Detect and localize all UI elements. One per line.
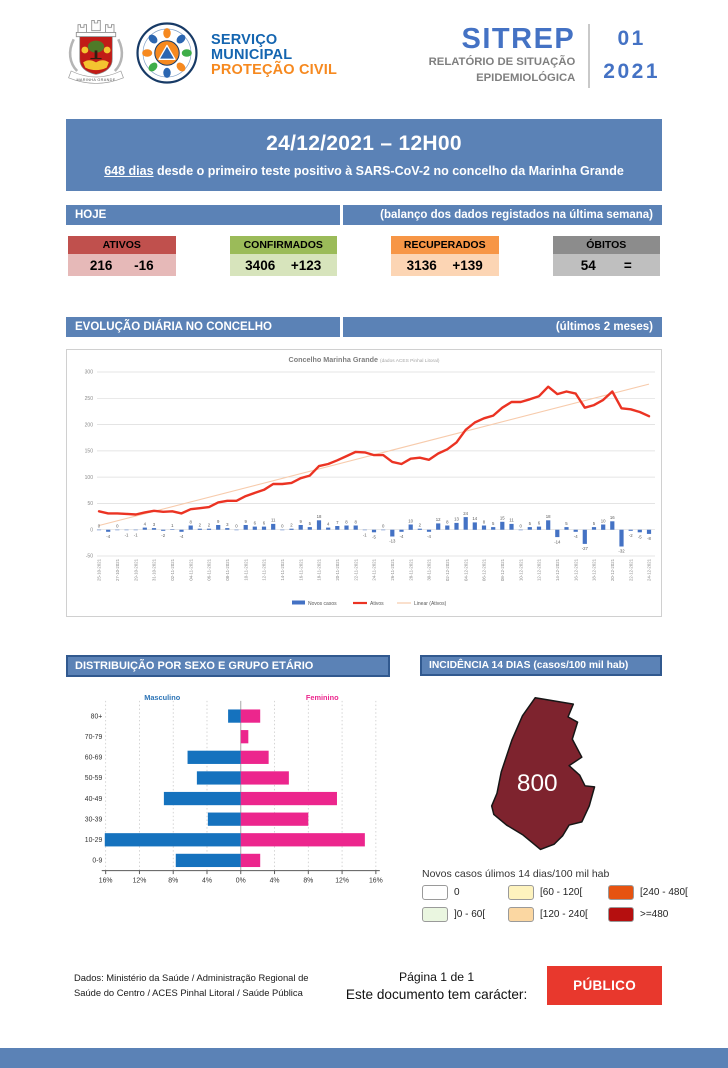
incidence-map: [420, 684, 662, 864]
svg-text:-4: -4: [179, 534, 184, 539]
svg-text:04-11-2021: 04-11-2021: [188, 559, 194, 581]
svg-text:-13: -13: [389, 538, 396, 544]
incidence-legend-title: Novos casos úlimos 14 dias/100 mil hab: [422, 868, 610, 880]
svg-text:-2: -2: [161, 533, 166, 538]
stat-delta: =: [623, 257, 632, 273]
stat-card-obitos: [553, 236, 661, 276]
evolution-section-bar: [66, 317, 662, 337]
sitrep-subtitle-line1: RELATÓRIO DE SITUAÇÃO: [428, 56, 576, 69]
svg-text:8: 8: [446, 519, 449, 525]
svg-text:9: 9: [244, 518, 247, 524]
svg-text:5: 5: [592, 520, 596, 526]
incidence-section-bar: INCIDÊNCIA 14 DIAS (casos/100 mil hab): [420, 655, 662, 676]
days-text: desde o primeiro teste positivo à SARS-CoV-2 no concelho da Marinha Grande: [153, 164, 624, 178]
svg-text:5: 5: [528, 520, 531, 526]
svg-text:02-12-2021: 02-12-2021: [444, 559, 450, 581]
svg-text:0: 0: [519, 523, 522, 529]
svg-text:4%: 4%: [202, 877, 212, 885]
svg-text:-1: -1: [133, 532, 138, 538]
stat-card-title: ATIVOS: [68, 236, 176, 254]
svg-text:16%: 16%: [368, 877, 383, 885]
brand-line-2: MUNICIPAL: [211, 47, 293, 64]
svg-text:24-12-2021: 24-12-2021: [646, 559, 652, 581]
svg-text:27-10-2021: 27-10-2021: [114, 559, 120, 581]
stat-card-title: RECUPERADOS: [391, 236, 499, 254]
svg-text:250: 250: [84, 396, 93, 402]
svg-text:-27: -27: [581, 546, 588, 552]
svg-text:12%: 12%: [132, 877, 147, 885]
svg-text:-5: -5: [637, 534, 642, 540]
legend-label: [120 - 240[: [540, 909, 588, 920]
distribution-section-bar: DISTRIBUIÇÃO POR SEXO E GRUPO ETÁRIO: [66, 655, 390, 677]
stat-card-ativos: [68, 236, 176, 276]
legend-item: [508, 907, 600, 922]
svg-text:29-10-2021: 29-10-2021: [133, 559, 139, 581]
svg-text:-8: -8: [647, 536, 651, 542]
days-since-first-case: [66, 164, 662, 178]
svg-text:8: 8: [189, 519, 192, 525]
svg-text:5: 5: [492, 520, 495, 526]
svg-text:24: 24: [463, 510, 469, 516]
date-banner: [66, 119, 662, 191]
report-footer: [66, 966, 662, 1005]
stat-cards: [66, 236, 662, 276]
svg-text:30-11-2021: 30-11-2021: [426, 559, 432, 581]
legend-swatch: [508, 885, 534, 900]
svg-text:-4: -4: [427, 534, 431, 539]
svg-text:Novos casos: Novos casos: [308, 600, 337, 607]
svg-text:10-12-2021: 10-12-2021: [518, 559, 524, 581]
svg-text:14-12-2021: 14-12-2021: [554, 559, 560, 581]
svg-text:18-11-2021: 18-11-2021: [316, 559, 322, 581]
svg-text:25-10-2021: 25-10-2021: [96, 559, 102, 581]
svg-text:26-11-2021: 26-11-2021: [389, 559, 395, 581]
stat-value: 3136: [406, 257, 437, 273]
svg-text:200: 200: [84, 422, 93, 429]
svg-text:9: 9: [217, 518, 220, 524]
svg-text:12-12-2021: 12-12-2021: [536, 559, 542, 581]
stat-value: 3406: [245, 257, 276, 273]
today-label: HOJE: [66, 205, 340, 225]
svg-text:15: 15: [499, 515, 505, 521]
days-count: 648 dias: [104, 164, 154, 178]
evolution-note: (últimos 2 meses): [343, 317, 662, 337]
svg-text:10: 10: [600, 518, 606, 524]
svg-text:11: 11: [270, 517, 276, 523]
legend-item: [608, 885, 688, 900]
svg-text:16-11-2021: 16-11-2021: [298, 559, 304, 581]
svg-text:0-9: 0-9: [92, 857, 103, 865]
svg-text:60-69: 60-69: [84, 754, 103, 762]
svg-text:50: 50: [87, 501, 93, 508]
svg-text:8: 8: [354, 519, 357, 525]
legend-label: >=480: [640, 909, 669, 920]
svg-text:2: 2: [290, 522, 293, 528]
legend-item: [508, 885, 600, 900]
svg-text:16-12-2021: 16-12-2021: [573, 559, 579, 581]
svg-text:-4: -4: [106, 534, 111, 539]
svg-text:0: 0: [97, 523, 101, 529]
legend-item: [608, 907, 688, 922]
svg-text:22-11-2021: 22-11-2021: [353, 559, 359, 581]
svg-text:28-11-2021: 28-11-2021: [408, 559, 414, 581]
svg-text:-5: -5: [372, 534, 376, 540]
svg-text:13: 13: [454, 516, 459, 522]
classification-badge: PÚBLICO: [547, 966, 662, 1005]
svg-text:5: 5: [565, 520, 568, 526]
svg-text:0: 0: [281, 523, 284, 529]
legend-swatch: [608, 907, 634, 922]
legend-item: [422, 907, 500, 922]
svg-text:30-39: 30-39: [84, 816, 103, 824]
legend-label: 0: [454, 887, 460, 898]
svg-text:08-11-2021: 08-11-2021: [224, 559, 230, 581]
svg-text:8: 8: [482, 519, 486, 525]
svg-text:150: 150: [84, 448, 93, 455]
svg-text:20-12-2021: 20-12-2021: [609, 559, 615, 581]
svg-text:5: 5: [308, 520, 311, 526]
report-datetime: 24/12/2021 – 12H00: [266, 132, 462, 155]
svg-text:1: 1: [171, 523, 174, 528]
legend-label: ]0 - 60[: [454, 909, 486, 920]
svg-text:02-11-2021: 02-11-2021: [169, 559, 175, 581]
svg-text:4: 4: [143, 521, 146, 527]
svg-text:70-79: 70-79: [84, 734, 103, 742]
stat-delta: -16: [134, 257, 154, 273]
svg-text:50-59: 50-59: [84, 775, 103, 783]
svg-text:-50: -50: [85, 553, 93, 560]
svg-text:Feminino: Feminino: [305, 692, 339, 702]
sex-age-pyramid-chart: [66, 691, 390, 898]
svg-text:Linear (Ativos): Linear (Ativos): [414, 600, 447, 607]
svg-text:8: 8: [345, 519, 348, 525]
svg-text:18: 18: [545, 514, 551, 520]
legend-swatch: [422, 907, 448, 922]
svg-text:06-11-2021: 06-11-2021: [206, 559, 212, 581]
svg-text:3: 3: [226, 521, 229, 527]
svg-text:8%: 8%: [303, 877, 314, 885]
svg-text:80+: 80+: [90, 713, 103, 721]
svg-text:2: 2: [418, 522, 421, 528]
service-brand: [211, 33, 337, 78]
sitrep-block: [429, 23, 662, 88]
marinha-grande-crest-logo: [66, 13, 126, 98]
svg-text:6: 6: [253, 520, 256, 526]
svg-text:0: 0: [382, 523, 385, 529]
legend-swatch: [608, 885, 634, 900]
svg-text:06-12-2021: 06-12-2021: [481, 559, 487, 581]
svg-text:4%: 4%: [269, 877, 280, 885]
today-section-bar: [66, 205, 662, 225]
source-line-2: Saúde do Centro / ACES Pinhal Litoral / Saúde Pública: [74, 986, 303, 998]
stat-value: 216: [89, 257, 113, 273]
sitrep-title: SITREP: [461, 23, 576, 56]
svg-text:04-12-2021: 04-12-2021: [463, 559, 469, 581]
stat-value: 54: [580, 257, 596, 273]
svg-text:40-49: 40-49: [84, 795, 103, 803]
svg-text:6: 6: [262, 520, 266, 526]
svg-text:12-11-2021: 12-11-2021: [261, 559, 267, 581]
svg-text:16%: 16%: [98, 877, 113, 885]
svg-text:11: 11: [509, 517, 514, 523]
header-logos: [66, 13, 337, 98]
sitrep-number: 01: [617, 26, 646, 50]
svg-text:10: 10: [408, 518, 414, 524]
svg-text:4: 4: [327, 521, 330, 527]
protecao-civil-logo: [135, 21, 199, 90]
stat-delta: +123: [290, 257, 322, 273]
legend-swatch: [422, 885, 448, 900]
svg-text:12%: 12%: [335, 877, 349, 885]
svg-text:-4: -4: [399, 534, 404, 539]
svg-text:Ativos: Ativos: [370, 600, 384, 607]
svg-text:0: 0: [116, 523, 119, 529]
stat-card-confirmados: [230, 236, 338, 276]
svg-text:16: 16: [609, 515, 615, 521]
svg-text:0%: 0%: [235, 877, 246, 885]
svg-text:10-29: 10-29: [84, 837, 103, 845]
svg-text:6: 6: [537, 520, 541, 526]
svg-text:0: 0: [90, 527, 93, 534]
brand-line-1: SERVIÇO: [211, 32, 278, 49]
evolution-label: EVOLUÇÃO DIÁRIA NO CONCELHO: [66, 317, 340, 337]
svg-text:18: 18: [316, 514, 322, 520]
svg-text:-1: -1: [362, 532, 367, 538]
svg-text:12: 12: [435, 517, 441, 523]
svg-text:3: 3: [152, 521, 156, 527]
incidence-value: 800: [516, 770, 558, 798]
stat-delta: +139: [452, 257, 483, 273]
svg-text:Concelho Marinha Grande (dados: Concelho Marinha Grande (dados ACES Pinhal Litoral): [288, 355, 440, 364]
svg-text:18-12-2021: 18-12-2021: [591, 559, 597, 581]
svg-text:9: 9: [299, 518, 302, 524]
svg-text:Masculino: Masculino: [144, 692, 181, 702]
source-line-1: Dados: Ministério da Saúde / Administração Regional de: [74, 972, 309, 984]
brand-line-3: PROTEÇÃO CIVIL: [211, 61, 338, 78]
svg-text:2: 2: [198, 522, 201, 528]
svg-text:22-12-2021: 22-12-2021: [628, 559, 634, 581]
svg-text:-32: -32: [618, 548, 625, 554]
svg-text:20-11-2021: 20-11-2021: [334, 559, 340, 581]
daily-evolution-chart: [66, 349, 662, 617]
svg-text:7: 7: [336, 519, 339, 525]
crest-ribbon-label: MARINHA GRANDE: [76, 77, 116, 82]
svg-text:24-11-2021: 24-11-2021: [371, 559, 377, 581]
vertical-divider: [588, 24, 590, 88]
bottom-blue-bar: [0, 1048, 728, 1068]
stat-card-title: ÓBITOS: [553, 236, 661, 254]
today-note: (balanço dos dados registados na última semana): [343, 205, 662, 225]
svg-text:-14: -14: [554, 539, 561, 545]
stat-card-recuperados: [391, 236, 499, 276]
svg-text:8%: 8%: [168, 877, 179, 885]
classification-label: Este documento tem carácter:: [345, 986, 528, 1002]
svg-text:14: 14: [472, 516, 478, 522]
data-sources: [66, 971, 334, 999]
svg-text:-4: -4: [573, 534, 578, 539]
svg-text:2: 2: [207, 522, 211, 528]
incidence-legend: [420, 868, 688, 922]
sitrep-subtitle-line2: EPIDEMIOLÓGICA: [476, 72, 576, 84]
svg-text:100: 100: [84, 474, 93, 481]
svg-text:300: 300: [84, 369, 93, 376]
svg-text:14-11-2021: 14-11-2021: [279, 559, 285, 581]
sitrep-year: 2021: [603, 59, 660, 83]
legend-label: [60 - 120[: [540, 887, 583, 898]
stat-card-title: CONFIRMADOS: [230, 236, 338, 254]
svg-text:0: 0: [235, 523, 238, 529]
legend-label: [240 - 480[: [640, 887, 688, 898]
svg-text:-1: -1: [124, 532, 129, 538]
report-header: [66, 0, 662, 98]
svg-text:10-11-2021: 10-11-2021: [243, 559, 249, 581]
svg-text:31-10-2021: 31-10-2021: [151, 559, 157, 581]
page-indicator: Página 1 de 1: [398, 969, 475, 984]
svg-text:08-12-2021: 08-12-2021: [499, 559, 505, 581]
legend-item: [422, 885, 500, 900]
legend-swatch: [508, 907, 534, 922]
svg-text:-2: -2: [628, 533, 633, 538]
